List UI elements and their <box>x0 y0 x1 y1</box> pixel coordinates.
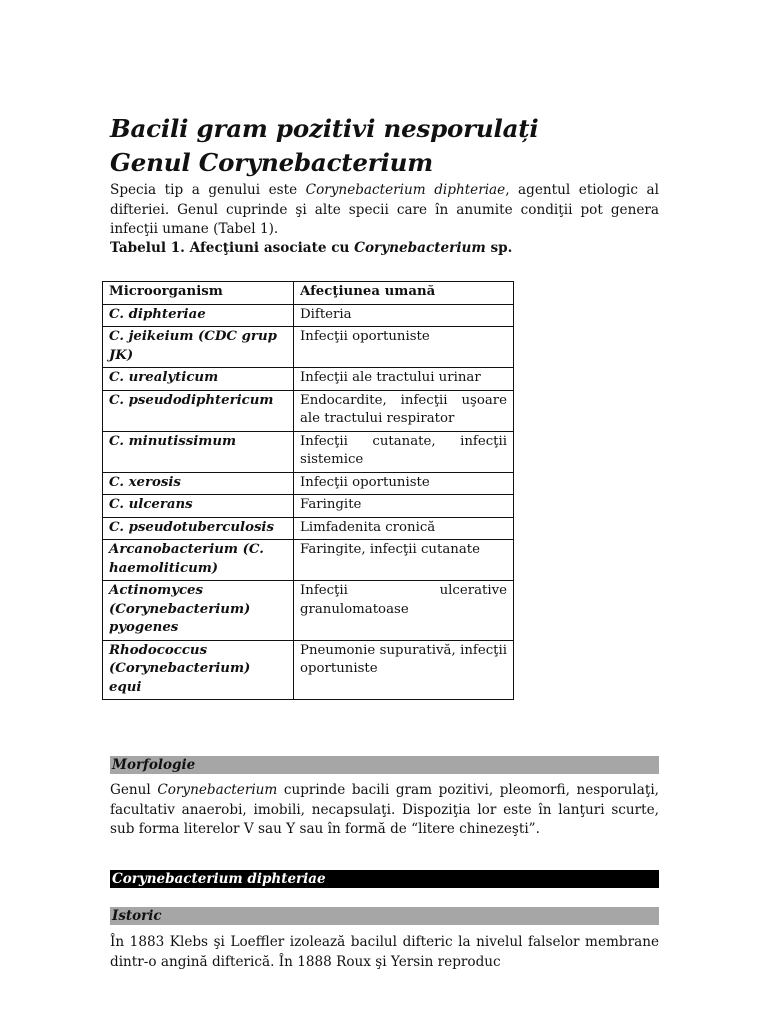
row-disease: Infecţii ulcerative granulomatoase <box>294 581 514 641</box>
morfologie-genus: Corynebacterium <box>157 782 278 798</box>
section-morfologie: Morfologie <box>110 756 659 774</box>
table-row <box>103 517 514 540</box>
row-disease: Difteria <box>294 304 514 327</box>
row-organism: Rhodococcus (Corynebacterium) equi <box>103 640 294 700</box>
caption-prefix: Tabelul 1. Afecţiuni asociate cu <box>110 240 355 256</box>
table-row <box>103 327 514 368</box>
intro-species: Corynebacterium diphteriae <box>305 182 506 198</box>
caption-suffix: sp. <box>485 240 513 256</box>
intro-text-1: Specia tip a genului este <box>110 182 306 198</box>
section-species: Corynebacterium diphteriae <box>110 870 659 888</box>
row-organism: C. minutissimum <box>103 431 294 472</box>
row-disease: Endocardite, infecţii uşoare ale tractului respirator <box>294 390 514 431</box>
row-disease: Faringite <box>294 495 514 518</box>
table-row <box>103 581 514 641</box>
header-organism: Microorganism <box>103 282 294 305</box>
table-row <box>103 540 514 581</box>
row-disease: Limfadenita cronică <box>294 517 514 540</box>
table-row <box>103 495 514 518</box>
caption-italic: Corynebacterium <box>354 240 486 256</box>
row-organism: Arcanobacterium (C. haemoliticum) <box>103 540 294 581</box>
row-disease: Infecţii ale tractului urinar <box>294 368 514 391</box>
row-organism: C. pseudotuberculosis <box>103 517 294 540</box>
row-organism: C. ulcerans <box>103 495 294 518</box>
header-disease: Afecţiunea umană <box>294 282 514 305</box>
istoric-paragraph: În 1883 Klebs şi Loeffler izolează bacilul difteric la nivelul falselor membrane dintr-o angină difterică. În 1888 Roux şi Yersin reproduc <box>110 934 659 970</box>
bacteria-table <box>102 281 514 700</box>
morfologie-paragraph <box>110 781 659 840</box>
morfologie-text-1: Genul <box>110 782 158 798</box>
table-row <box>103 368 514 391</box>
row-organism: C. jeikeium (CDC grup JK) <box>103 327 294 368</box>
row-organism: Actinomyces (Corynebacterium) pyogenes <box>103 581 294 641</box>
table-row <box>103 472 514 495</box>
table-row <box>103 304 514 327</box>
row-organism: C. urealyticum <box>103 368 294 391</box>
row-organism: C. xerosis <box>103 472 294 495</box>
section-istoric: Istoric <box>110 907 659 925</box>
table-row <box>103 640 514 700</box>
intro-paragraph <box>110 181 659 240</box>
morfologie-text-2: cuprinde bacili gram pozitivi, pleomorfi, nesporulaţi, facultativ anaerobi, imobili, necapsulaţi. Dispoziţia lor este în lanţuri scurte, sub forma literelor V sau Y sau în formă de “litere chinezeşti”. <box>110 782 659 837</box>
table-row <box>103 431 514 472</box>
row-disease: Faringite, infecţii cutanate <box>294 540 514 581</box>
intro-text-2: , agentul etiologic al difteriei. Genul cuprinde şi alte specii care în anumite condiţii pot genera infecţii umane (Tabel 1). <box>110 182 659 237</box>
row-disease: Infecţii oportuniste <box>294 327 514 368</box>
row-disease: Infecţii cutanate, infecţii sistemice <box>294 431 514 472</box>
table-caption <box>110 240 670 256</box>
table-row <box>103 390 514 431</box>
row-disease: Pneumonie supurativă, infecţii oportuniste <box>294 640 514 700</box>
title-line-2: Genul Corynebacterium <box>110 148 433 177</box>
row-organism: C. pseudodiphtericum <box>103 390 294 431</box>
row-organism: C. diphteriae <box>103 304 294 327</box>
table-header-row <box>103 282 514 305</box>
title-line-1: Bacili gram pozitivi nesporulați <box>110 114 539 143</box>
row-disease: Infecţii oportuniste <box>294 472 514 495</box>
